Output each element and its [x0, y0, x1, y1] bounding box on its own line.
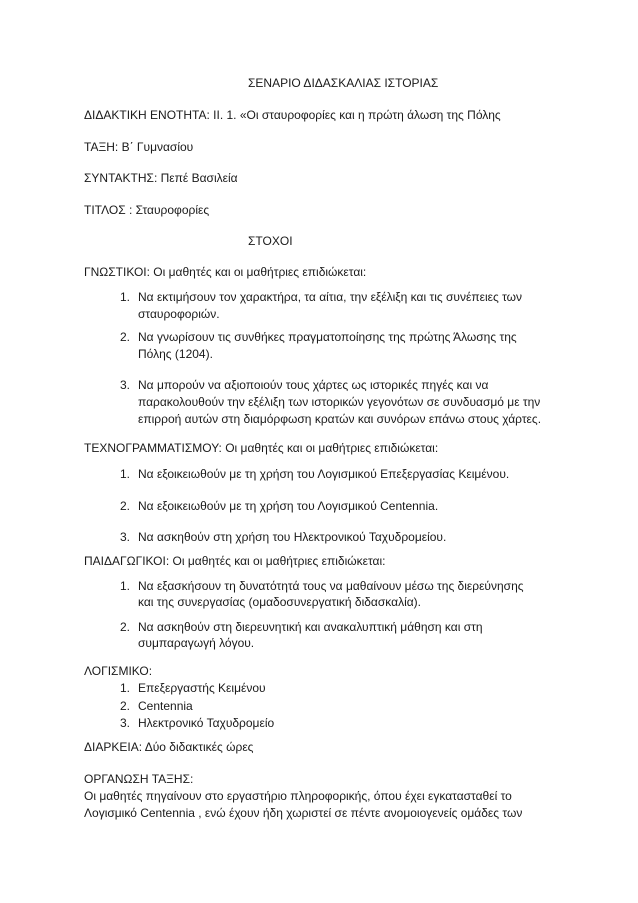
tech-goals-item-number: 2.: [120, 499, 131, 513]
pedagogical-goals-item-text: Να εξασκήσουν τη δυνατότητά τους να μαθαίνουν μέσω της διερεύνησης: [138, 579, 524, 593]
document-title: ΣΕΝΑΡΙΟ ΔΙΔΑΣΚΑΛΙΑΣ ΙΣΤΟΡΙΑΣ: [248, 76, 439, 90]
organization-text: Οι μαθητές πηγαίνουν στο εργαστήριο πληροφορικής, όπου έχει εγκατασταθεί το: [84, 789, 512, 803]
cognitive-goals-item-text: παρακολουθούν την εξέλιξη των ιστορικών γεγονότων σε συνδυασμό με την: [138, 395, 541, 409]
cognitive-goals-item-text: Να εκτιμήσουν τον χαρακτήρα, τα αίτια, την εξέλιξη και τις συνέπειες των: [138, 290, 523, 304]
pedagogical-goals-item-number: 2.: [120, 620, 131, 634]
class-level: ΤΑΞΗ: Β΄ Γυμνασίου: [84, 140, 194, 154]
goals-heading: ΣΤΟΧΟΙ: [248, 234, 293, 248]
tech-goals-item-text: Να εξοικειωθούν με τη χρήση του Λογισμικού Επεξεργασίας Κειμένου.: [138, 467, 510, 481]
pedagogical-goals-heading: ΠΑΙΔΑΓΩΓΙΚΟΙ: Οι μαθητές και οι μαθήτριες επιδιώκεται:: [84, 554, 386, 568]
pedagogical-goals-item-text: Να ασκηθούν στη διερευνητική και ανακαλυπτική μάθηση και στη: [138, 620, 483, 634]
cognitive-goals-item-text: σταυροφοριών.: [138, 307, 220, 321]
tech-goals-item-number: 1.: [120, 467, 131, 481]
cognitive-goals-item-text: επιρροή αυτών στη διαμόρφωση κρατών και συνόρων επάνω στους χάρτες.: [138, 412, 542, 426]
cognitive-goals-item-text: Να μπορούν να αξιοποιούν τους χάρτες ως ιστορικές πηγές και να: [138, 378, 489, 392]
software-list-item-text: Ηλεκτρονικό Ταχυδρομείο: [138, 716, 275, 730]
tech-goals-item-text: Να εξοικειωθούν με τη χρήση του Λογισμικού Centennia.: [138, 499, 439, 513]
duration: ΔΙΑΡΚΕΙΑ: Δύο διδακτικές ώρες: [84, 740, 254, 754]
organization-heading: ΟΡΓΑΝΩΣΗ ΤΑΞΗΣ:: [84, 772, 194, 786]
software-list-heading: ΛΟΓΙΣΜΙΚΟ:: [84, 664, 153, 678]
cognitive-goals-heading: ΓΝΩΣΤΙΚΟΙ: Οι μαθητές και οι μαθήτριες επιδιώκεται:: [84, 265, 367, 279]
cognitive-goals-item-text: Πόλης (1204).: [138, 347, 213, 361]
pedagogical-goals-item-text: συμπαραγωγή λόγου.: [138, 636, 255, 650]
cognitive-goals-item-text: Να γνωρίσουν τις συνθήκες πραγματοποίησης της πρώτης Άλωσης της: [138, 330, 517, 344]
software-list-item-number: 2.: [120, 699, 131, 713]
cognitive-goals-item-number: 2.: [120, 330, 131, 344]
software-list-item-text: Centennia: [138, 699, 193, 713]
topic-title: ΤΙΤΛΟΣ : Σταυροφορίες: [84, 203, 210, 217]
tech-goals-item-number: 3.: [120, 530, 131, 544]
software-list-item-text: Επεξεργαστής Κειμένου: [138, 681, 266, 695]
pedagogical-goals-item-number: 1.: [120, 579, 131, 593]
teaching-unit: ΔΙΔΑΚΤΙΚΗ ΕΝΟΤΗΤΑ: ΙΙ. 1. «Οι σταυροφορίες και η πρώτη άλωση της Πόλης: [84, 108, 501, 122]
software-list-item-number: 3.: [120, 716, 131, 730]
tech-goals-heading: ΤΕΧΝΟΓΡΑΜΜΑΤΙΣΜΟΥ: Οι μαθητές και οι μαθήτριες επιδιώκεται:: [84, 441, 439, 455]
organization-text: Λογισμικό Centennia , ενώ έχουν ήδη χωριστεί σε πέντε ανομοιογενείς ομάδες των: [84, 806, 523, 820]
author: ΣΥΝΤΑΚΤΗΣ: Πεπέ Βασιλεία: [84, 171, 238, 185]
tech-goals-item-text: Να ασκηθούν στη χρήση του Ηλεκτρονικού Ταχυδρομείου.: [138, 530, 447, 544]
cognitive-goals-item-number: 1.: [120, 290, 131, 304]
cognitive-goals-item-number: 3.: [120, 378, 131, 392]
pedagogical-goals-item-text: και της συνεργασίας (ομαδοσυνεργατική διδασκαλία).: [138, 595, 421, 609]
software-list-item-number: 1.: [120, 681, 131, 695]
